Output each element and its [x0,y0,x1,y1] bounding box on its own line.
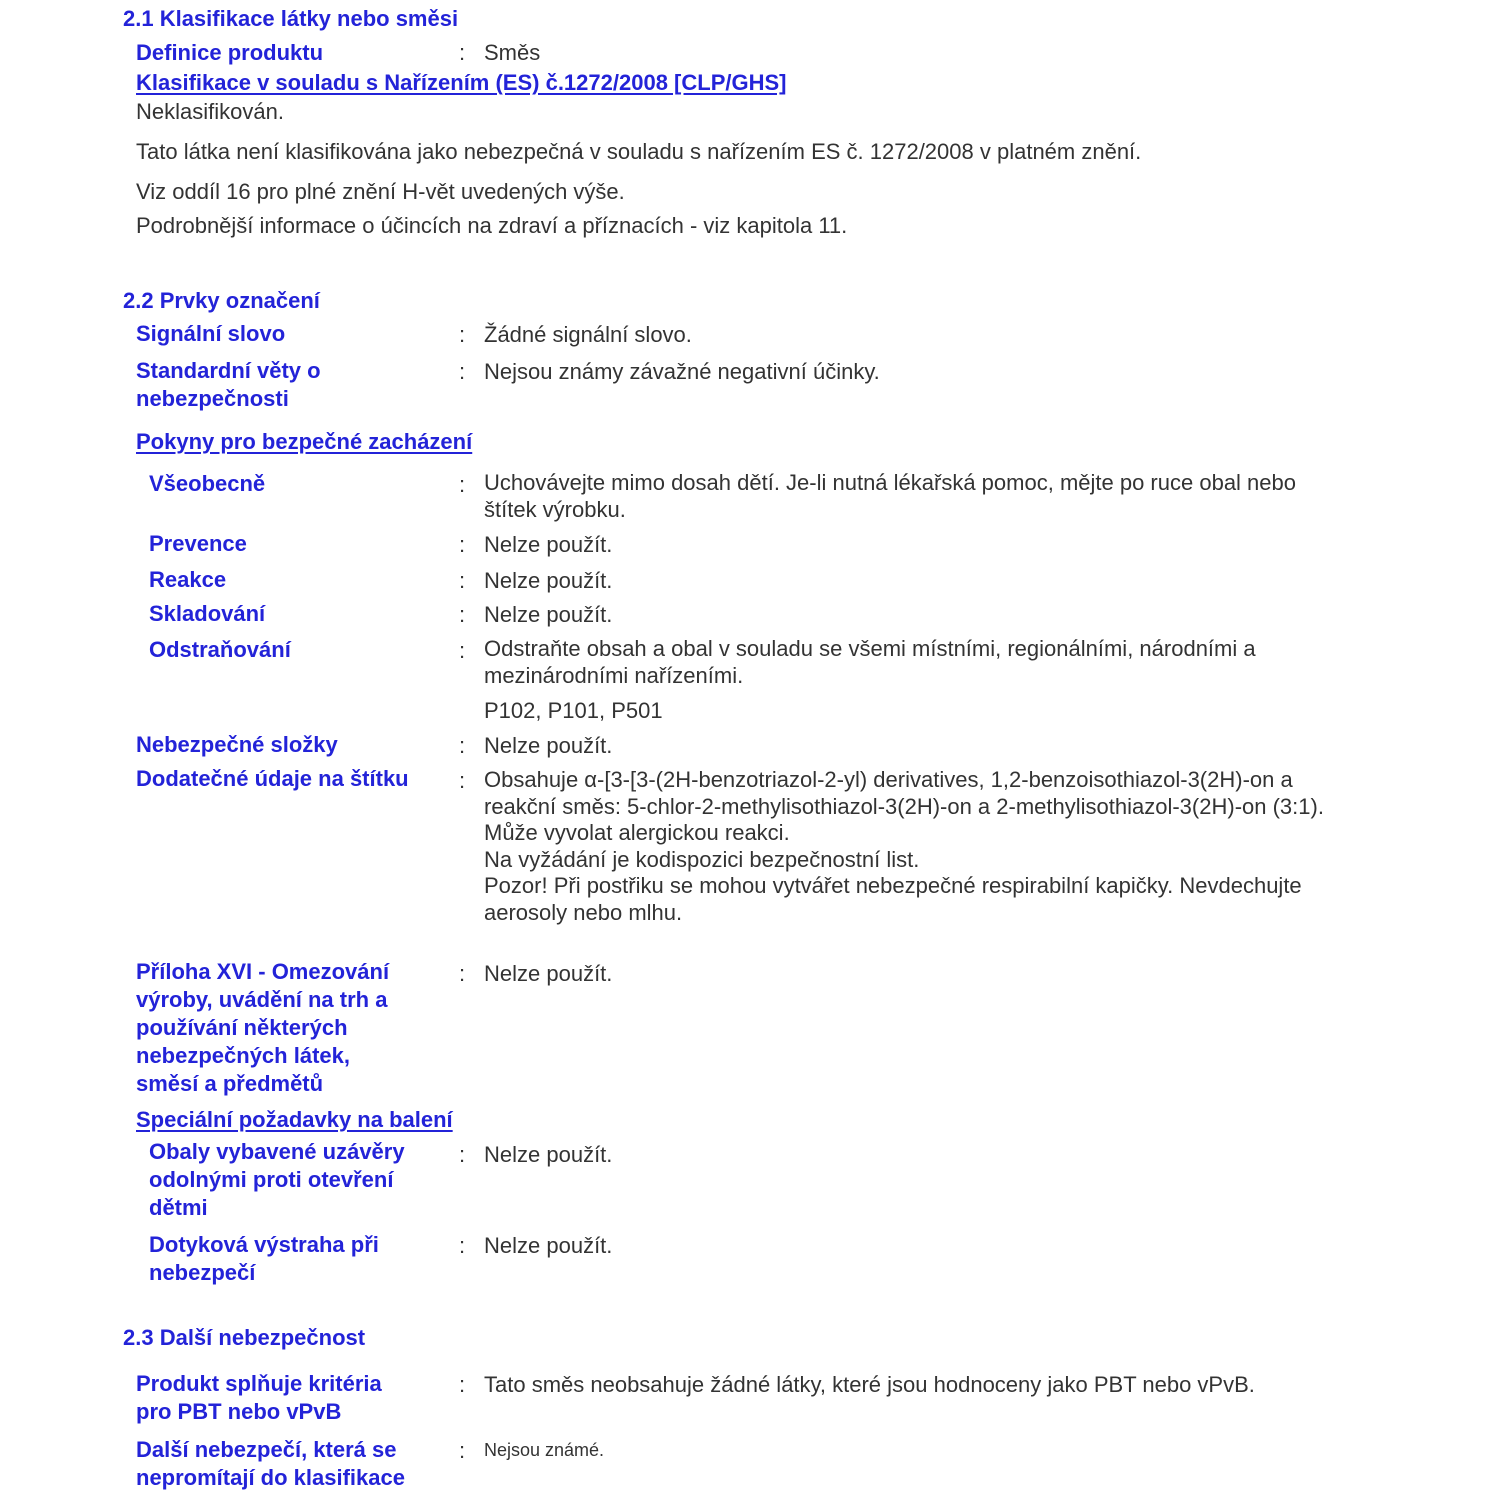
colon: : [459,638,466,663]
classification-note: Tato látka není klasifikována jako nebezpečná v souladu s nařízením ES č. 1272/2008 v platném znění. [136,139,1142,164]
disposal-value [484,636,1256,689]
general-value-line: Uchovávejte mimo dosah dětí. Je-li nutná lékařská pomoc, mějte po ruce obal nebo [484,470,1296,495]
annex-xvi-label-line: směsí a předmětů [136,1071,324,1096]
colon: : [459,532,466,557]
colon: : [459,322,466,347]
annex-xvi-label-line: výroby, uvádění na trh a [136,987,388,1012]
hazard-statements-label-line: Standardní věty o [136,358,321,383]
signal-word-value: Žádné signální slovo. [484,322,692,347]
colon: : [459,733,466,758]
child-resistant-label-line: dětmi [149,1195,208,1220]
h-statements-note: Viz oddíl 16 pro plné znění H-vět uvedených výše. [136,179,625,204]
section-2-1-heading: 2.1 Klasifikace látky nebo směsi [123,6,459,31]
colon: : [459,1372,466,1397]
product-definition-label: Definice produktu [136,40,324,65]
colon: : [459,602,466,627]
precautionary-statements-link[interactable]: Pokyny pro bezpečné zacházení [136,429,473,454]
colon: : [459,359,466,384]
hazardous-ingredients-value: Nelze použít. [484,733,613,758]
supplemental-info-value [484,767,1324,926]
product-definition-value: Směs [484,40,541,65]
prevention-value: Nelze použít. [484,532,613,557]
annex-xvi-label-line: Příloha XVI - Omezování [136,959,390,984]
health-effects-note: Podrobnější informace o účincích na zdraví a příznacích - viz kapitola 11. [136,213,848,238]
clp-classification-link[interactable]: Klasifikace v souladu s Nařízením (ES) č.1272/2008 [CLP/GHS] [136,70,787,95]
response-label: Reakce [149,567,227,592]
prevention-label: Prevence [149,531,247,556]
colon: : [459,472,466,497]
other-hazards-value: Nejsou známé. [484,1440,605,1460]
general-value-line: štítek výrobku. [484,496,626,522]
classification-status: Neklasifikován. [136,99,284,124]
supplemental-line: aerosoly nebo mlhu. [484,899,683,925]
signal-word-label: Signální slovo [136,321,286,346]
supplemental-info-label: Dodatečné údaje na štítku [136,766,409,791]
colon: : [459,1233,466,1258]
disposal-label: Odstraňování [149,637,291,662]
annex-xvi-label [136,958,389,1098]
child-resistant-label-line: Obaly vybavené uzávěry [149,1139,405,1164]
tactile-warning-label-line: Dotyková výstraha při [149,1232,379,1257]
general-value [484,470,1296,523]
section-2-2-heading: 2.2 Prvky označení [123,288,320,313]
general-label: Všeobecně [149,471,266,496]
tactile-warning-label-line: nebezpečí [149,1260,256,1285]
tactile-warning-value: Nelze použít. [484,1233,613,1258]
annex-xvi-label-line: používání některých [136,1015,348,1040]
colon: : [459,768,466,793]
colon: : [459,568,466,593]
storage-value: Nelze použít. [484,602,613,627]
response-value: Nelze použít. [484,568,613,593]
colon: : [459,1142,466,1167]
disposal-value-line: Odstraňte obsah a obal v souladu se všemi místními, regionálními, národními a [484,636,1256,661]
pbt-criteria-value: Tato směs neobsahuje žádné látky, které jsou hodnoceny jako PBT nebo vPvB. [484,1372,1255,1397]
disposal-value-line: mezinárodními nařízeními. [484,662,744,688]
colon: : [459,961,466,986]
child-resistant-label-line: odolnými proti otevření [149,1167,394,1192]
other-hazards-label [136,1436,405,1492]
colon: : [459,40,466,65]
annex-xvi-value: Nelze použít. [484,961,613,986]
tactile-warning-label [149,1231,379,1287]
hazard-statements-label-line: nebezpečnosti [136,386,289,411]
packaging-requirements-link[interactable]: Speciální požadavky na balení [136,1107,453,1132]
supplemental-line: Na vyžádání je kodispozici bezpečnostní list. [484,846,920,872]
hazard-statements-value: Nejsou známy závažné negativní účinky. [484,359,880,384]
supplemental-line: reakční směs: 5-chlor-2-methylisothiazol-3(2H)-on a 2-methylisothiazol-3(2H)-on (3:1). [484,793,1324,819]
storage-label: Skladování [149,601,266,626]
supplemental-line: Pozor! Při postřiku se mohou vytvářet nebezpečné respirabilní kapičky. Nevdechujte [484,873,1302,898]
annex-xvi-label-line: nebezpečných látek, [136,1043,350,1068]
pbt-criteria-label-line: Produkt splňuje kritéria [136,1371,382,1396]
child-resistant-value: Nelze použít. [484,1142,613,1167]
pbt-criteria-label [136,1370,382,1426]
pbt-criteria-label-line: pro PBT nebo vPvB [136,1399,342,1424]
p-statement-codes: P102, P101, P501 [484,698,663,723]
other-hazards-label-line: nepromítají do klasifikace [136,1465,405,1490]
hazard-statements-label [136,357,321,413]
other-hazards-label-line: Další nebezpečí, která se [136,1437,397,1462]
colon: : [459,1438,466,1463]
supplemental-line: Obsahuje α-[3-[3-(2H-benzotriazol-2-yl) derivatives, 1,2-benzoisothiazol-3(2H)-on a [484,767,1293,792]
supplemental-line: Může vyvolat alergickou reakci. [484,820,790,845]
hazardous-ingredients-label: Nebezpečné složky [136,732,338,757]
child-resistant-label [149,1138,405,1222]
section-2-3-heading: 2.3 Další nebezpečnost [123,1325,366,1350]
